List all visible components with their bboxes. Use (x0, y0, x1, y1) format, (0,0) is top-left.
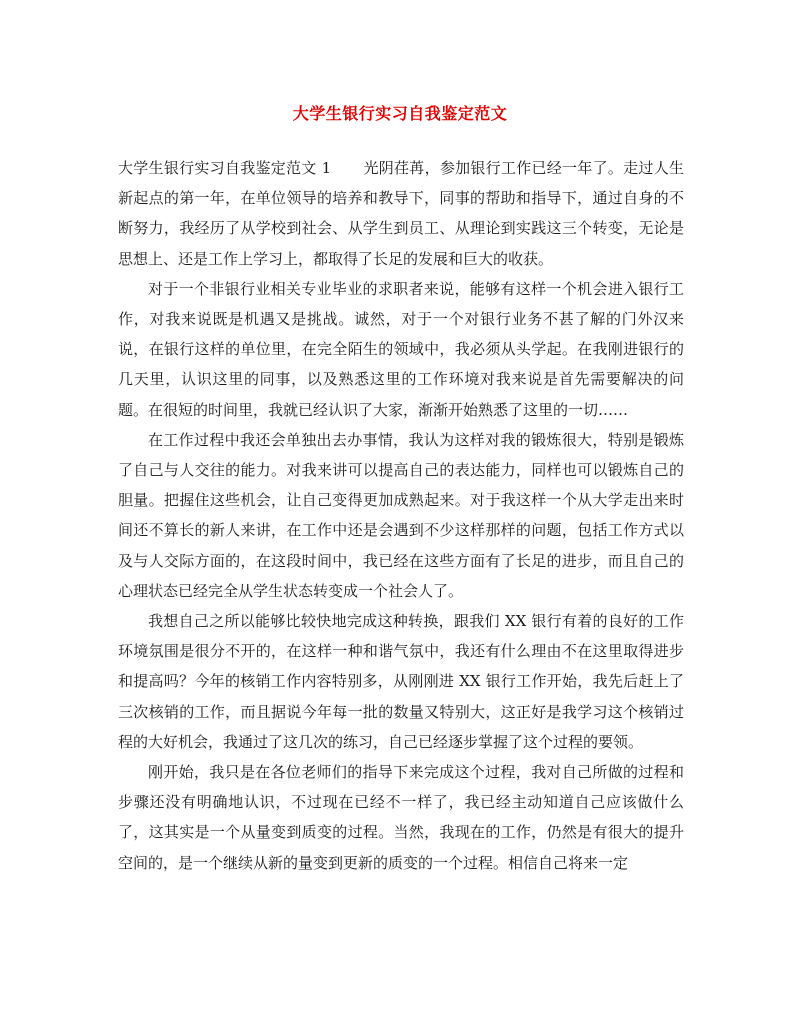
paragraph-1 (118, 153, 684, 274)
document-body (118, 153, 684, 878)
paragraph-3: 在工作过程中我还会单独出去办事情，我认为这样对我的锻炼很大，特别是锻炼了自己与人交往的能力。对我来讲可以提高自己的表达能力，同样也可以锻炼自己的胆量。把握住这些机会，让自己变得更加成熟起来。对于我这样一个从大学走出来时间还不算长的新人来讲，在工作中还是会遇到不少这样那样的问题，包括工作方式以及与人交际方面的，在这段时间中，我已经在这些方面有了长足的进步，而且自己的心理状态已经完全从学生状态转变成一个社会人了。 (118, 430, 684, 600)
paragraph-4: 我想自己之所以能够比较快地完成这种转换，跟我们 XX 银行有着的良好的工作环境氛围是很分不开的，在这样一种和谐气氛中，我还有什么理由不在这里取得进步和提高吗？今年的核销工作内容特别多，从刚刚进 XX 银行工作开始，我先后赶上了三次核销的工作，而且据说今年每一批的数量又特别大，这正好是我学习这个核销过程的大好机会，我通过了这几次的练习，自己已经逐步掌握了这个过程的要领。 (118, 612, 684, 751)
paragraph-2: 对于一个非银行业相关专业毕业的求职者来说，能够有这样一个机会进入银行工作，对我来说既是机遇又是挑战。诚然，对于一个对银行业务不甚了解的门外汉来说，在银行这样的单位里，在完全陌生的领域中，我必须从头学起。在我刚进银行的几天里，认识这里的同事，以及熟悉这里的工作环境对我来说是首先需要解决的问题。在很短的时间里，我就已经认识了大家，渐渐开始熟悉了这里的一切…… (118, 279, 684, 419)
inline-heading: 大学生银行实习自我鉴定范文 1 (118, 159, 332, 177)
paragraph-1-text: 光阴荏苒，参加银行工作已经一年了。走过人生新起点的第一年，在单位领导的培养和教导下，同事的帮助和指导下，通过自身的不断努力，我经历了从学校到社会、从学生到员工、从理论到实践这三个转变，无论是思想上、还是工作上学习上，都取得了长足的发展和巨大的收获。 (118, 159, 684, 268)
paragraph-5: 刚开始，我只是在各位老师们的指导下来完成这个过程，我对自己所做的过程和步骤还没有明确地认识，不过现在已经不一样了，我已经主动知道自己应该做什么了，这其实是一个从量变到质变的过程。当然，我现在的工作，仍然是有很大的提升空间的，是一个继续从新的量变到更新的质变的一个过程。相信自己将来一定 (118, 763, 684, 872)
document-title: 大学生银行实习自我鉴定范文 (292, 104, 508, 123)
